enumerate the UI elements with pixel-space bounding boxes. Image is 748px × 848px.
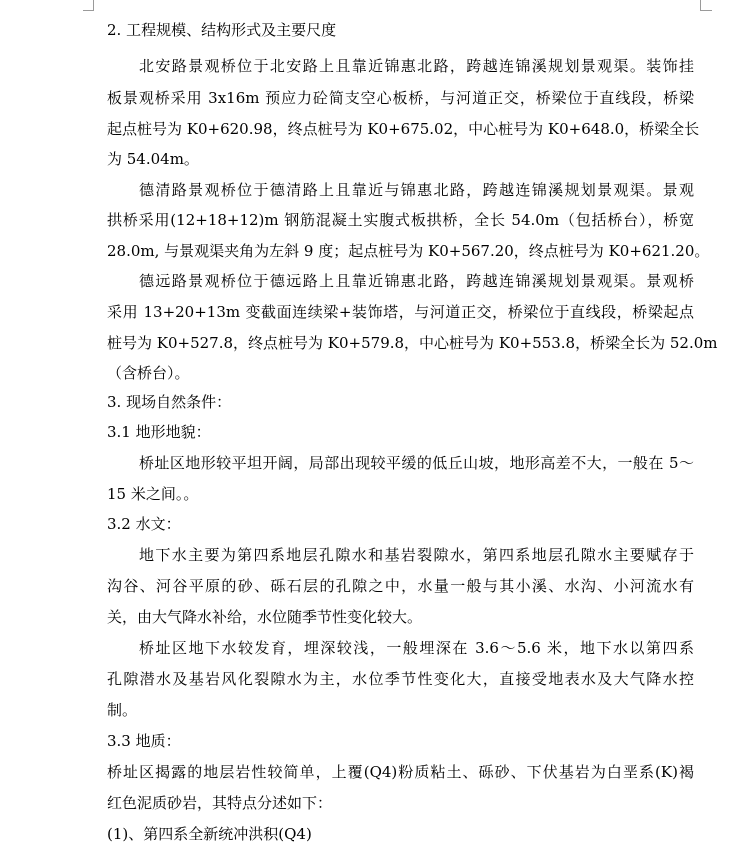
section-heading-scale: 2. 工程规模、结构形式及主要尺度 — [107, 21, 337, 39]
paragraph-line: 28.0m, 与景观渠夹角为左斜 9 度；起点桩号为 K0+567.20，终点桩号为 K0+621.20。 — [107, 242, 710, 260]
paragraph-line: 关，由大气降水补给，水位随季节性变化较大。 — [107, 608, 423, 626]
page-corner-mark-right — [700, 0, 701, 10]
paragraph-line: 桥址区地下水较发育，埋深较浅，一般埋深在 3.6～5.6 米，地下水以第四系 — [139, 639, 694, 657]
section-heading-natural-conditions: 3. 现场自然条件： — [107, 393, 232, 411]
paragraph-line: 起点桩号为 K0+620.98，终点桩号为 K0+675.02，中心桩号为 K0+648.0，桥梁全长 — [107, 120, 700, 138]
page-corner-mark-right-h — [700, 10, 712, 11]
paragraph-line: 桥址区地形较平坦开阔，局部出现较平缓的低丘山坡，地形高差不大，一般在 5～ — [139, 454, 694, 472]
paragraph-line: 德远路景观桥位于德远路上且靠近锦惠北路，跨越连锦溪规划景观渠。景观桥 — [139, 272, 694, 290]
paragraph-line: 北安路景观桥位于北安路上且靠近锦惠北路，跨越连锦溪规划景观渠。装饰挂 — [139, 57, 694, 75]
subsection-heading-topography: 3.1 地形地貌： — [107, 423, 211, 441]
paragraph-line: 桥址区揭露的地层岩性较简单，上覆(Q4)粉质粘土、砾砂、下伏基岩为白垩系(K)褐 — [107, 763, 694, 781]
paragraph-line: 为 54.04m。 — [107, 150, 199, 168]
list-item-heading: (1)、第四系全新统冲洪积(Q4) — [107, 825, 312, 843]
subsection-heading-hydrology: 3.2 水文： — [107, 515, 181, 533]
subsection-heading-geology: 3.3 地质： — [107, 732, 181, 750]
paragraph-line: 采用 13+20+13m 变截面连续梁+装饰塔，与河道正交，桥梁位于直线段，桥梁起点 — [107, 303, 694, 321]
paragraph-line: 15 米之间。。 — [107, 485, 199, 503]
paragraph-line: 沟谷、河谷平原的砂、砾石层的孔隙之中，水量一般与其小溪、水沟、小河流水有 — [107, 577, 694, 595]
paragraph-line: 制。 — [107, 701, 138, 719]
paragraph-line: 拱桥采用(12+18+12)m 钢筋混凝土实腹式板拱桥，全长 54.0m（包括桥台），桥宽 — [107, 211, 694, 229]
paragraph-line: 板景观桥采用 3x16m 预应力砼简支空心板桥，与河道正交，桥梁位于直线段，桥梁 — [107, 89, 694, 107]
paragraph-line: 红色泥质砂岩，其特点分述如下： — [107, 794, 333, 812]
page-corner-mark-left-h — [83, 10, 94, 11]
paragraph-line: 德清路景观桥位于德清路上且靠近与锦惠北路，跨越连锦溪规划景观渠。景观 — [139, 181, 694, 199]
paragraph-line: 桩号为 K0+527.8，终点桩号为 K0+579.8，中心桩号为 K0+553.8，桥梁全长为 52.0m — [107, 334, 718, 352]
paragraph-line: 地下水主要为第四系地层孔隙水和基岩裂隙水，第四系地层孔隙水主要赋存于 — [139, 546, 694, 564]
paragraph-line: 孔隙潜水及基岩风化裂隙水为主，水位季节性变化大，直接受地表水及大气降水控 — [107, 670, 694, 688]
paragraph-line: （含桥台）。 — [107, 364, 190, 382]
